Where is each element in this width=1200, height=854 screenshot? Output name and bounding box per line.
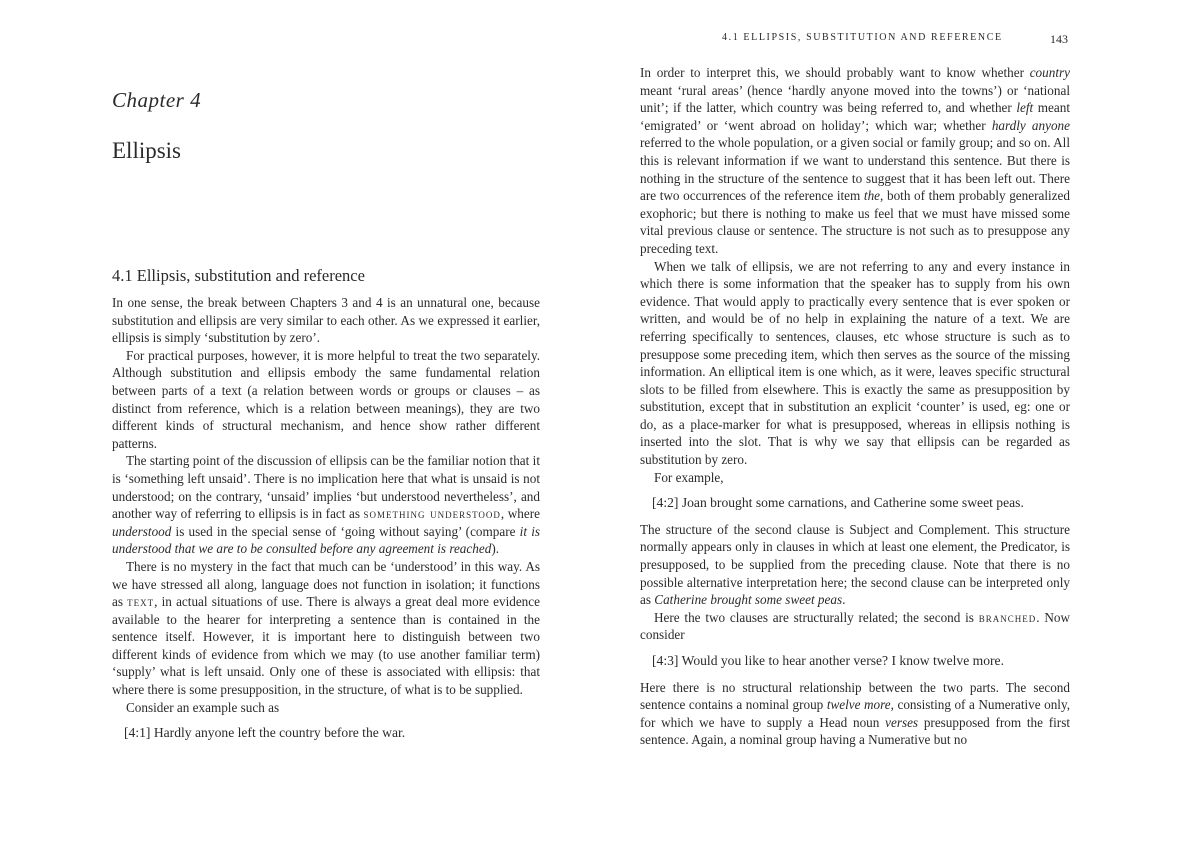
small-caps-term: something understood — [363, 506, 501, 522]
paragraph: Consider an example such as — [126, 699, 280, 715]
chapter-label: Chapter 4 — [112, 88, 202, 112]
italic-example: it is understood that we are to be consulted before any agreement is reached — [112, 523, 541, 557]
section-heading: 4.1 Ellipsis, substitution and reference — [112, 266, 365, 285]
right-body-text — [640, 64, 1070, 749]
left-body-text — [112, 294, 540, 751]
paragraph: Here the two clauses are structurally related; the second is branched. Now consider — [640, 609, 1070, 643]
paragraph: In one sense, the break between Chapters 3 and 4 is an unnatural one, because substitution and ellipsis are very similar to each other. As we expressed it earlier, ellipsis is simply ‘substitution by zero’. — [112, 295, 540, 346]
running-head — [722, 32, 1068, 47]
paragraph: There is no mystery in the fact that much can be ‘understood’ in this way. As we have stressed all along, language does not function in isolation; it functions as text, in actual situations of use. There is always a great deal more evidence available to the hearer for interpreting a sentence than is contained in the sentence itself. However, it is important here to distinguish between two different kinds of evidence from which we may (to use another familiar term) ‘supply’ what is left unsaid. Only one of these is associated with ellipsis: that where there is some presupposition, in the structure, of what is to be supplied. — [112, 558, 540, 698]
example-4-3: [4:3] Would you like to hear another verse? I know twelve more. — [652, 653, 1004, 668]
example-4-2: [4:2] Joan brought some carnations, and Catherine some sweet peas. — [652, 495, 1024, 511]
paragraph: Here there is no structural relationship between the two parts. The second sentence contains a nominal group twelve more, consisting of a Numerative only, for which we have to supply a Head noun verses presupposed from the first sentence. Again, a nominal group having a Numerative but no — [640, 679, 1071, 748]
paragraph: The structure of the second clause is Subject and Complement. This structure normally appears only in clauses in which at least one element, the Predicator, is presupposed, to be supplied from the preceding clause. Note that there is no possible alternative interpretation here; the second clause can be interpreted only as Catherine brought some sweet peas. — [640, 521, 1070, 608]
paragraph: For practical purposes, however, it is more helpful to treat the two separately. Although substitution and ellipsis embody the same fundamental relation between parts of a text (a relation between words or groups or clauses – as distinct from reference, which is a relation between meanings), they are two different kinds of structural mechanism, and hence show rather different patterns. — [112, 347, 540, 451]
small-caps-term: branched — [978, 609, 1037, 625]
paragraph: For example, — [654, 469, 724, 485]
paragraph: When we talk of ellipsis, we are not referring to any and every instance in which there is some information that the speaker has to supply from his own evidence. That would apply to practically every sentence that is ever spoken or written, and would be of no help in explaining the nature of a text. We are referring specifically to sentences, clauses, etc whose structure is such as to presuppose some preceding item, which then serves as the source of the missing information. An elliptical item is one which, as it were, leaves specific structural slots to be filled from elsewhere. This is exactly the same as presupposition by substitution, except that in substitution an explicit ‘counter’ is used, eg: one or do, as a place-marker for what is presupposed, whereas in ellipsis nothing is inserted into the slot. That is why we say that ellipsis can be regarded as substitution by zero. — [640, 258, 1070, 468]
paragraph: The starting point of the discussion of ellipsis can be the familiar notion that it is ‘something left unsaid’. There is no implication here that what is unsaid is not understood; on the contrary, ‘unsaid’ implies ‘but understood nevertheless’, and another way of referring to ellipsis is in fact as something understood, where understood is used in the special sense of ‘going without saying’ (compare it is understood that we are to be consulted before any agreement is reached). — [112, 453, 541, 557]
chapter-title: Ellipsis — [112, 138, 182, 163]
small-caps-term: text — [127, 594, 155, 610]
italic-term: understood — [112, 523, 172, 539]
paragraph: In order to interpret this, we should probably want to know whether country meant ‘rural areas’ (hence ‘hardly anyone moved into the towns’) or ‘national unit’; if the latter, which country was being referred to, and whether left meant ‘emigrated’ or ‘went abroad on holiday’; which war; whether hardly anyone referred to the whole population, or a given social or family group; and so on. All this is relevant information if we want to understand this sentence. But there is nothing in the structure of the sentence to suggest that it has been left out. There are two occurrences of the reference item the, both of them probably generalized exophoric; but there is nothing to make us feel that we must have missed some vital previous clause or sentence. The structure is not such as to presuppose any preceding text. — [640, 65, 1070, 256]
page-number: 143 — [1050, 32, 1068, 46]
example-4-1: [4:1] Hardly anyone left the country before the war. — [124, 725, 406, 741]
running-head-title: 4.1 ELLIPSIS, SUBSTITUTION AND REFERENCE — [722, 32, 1003, 43]
